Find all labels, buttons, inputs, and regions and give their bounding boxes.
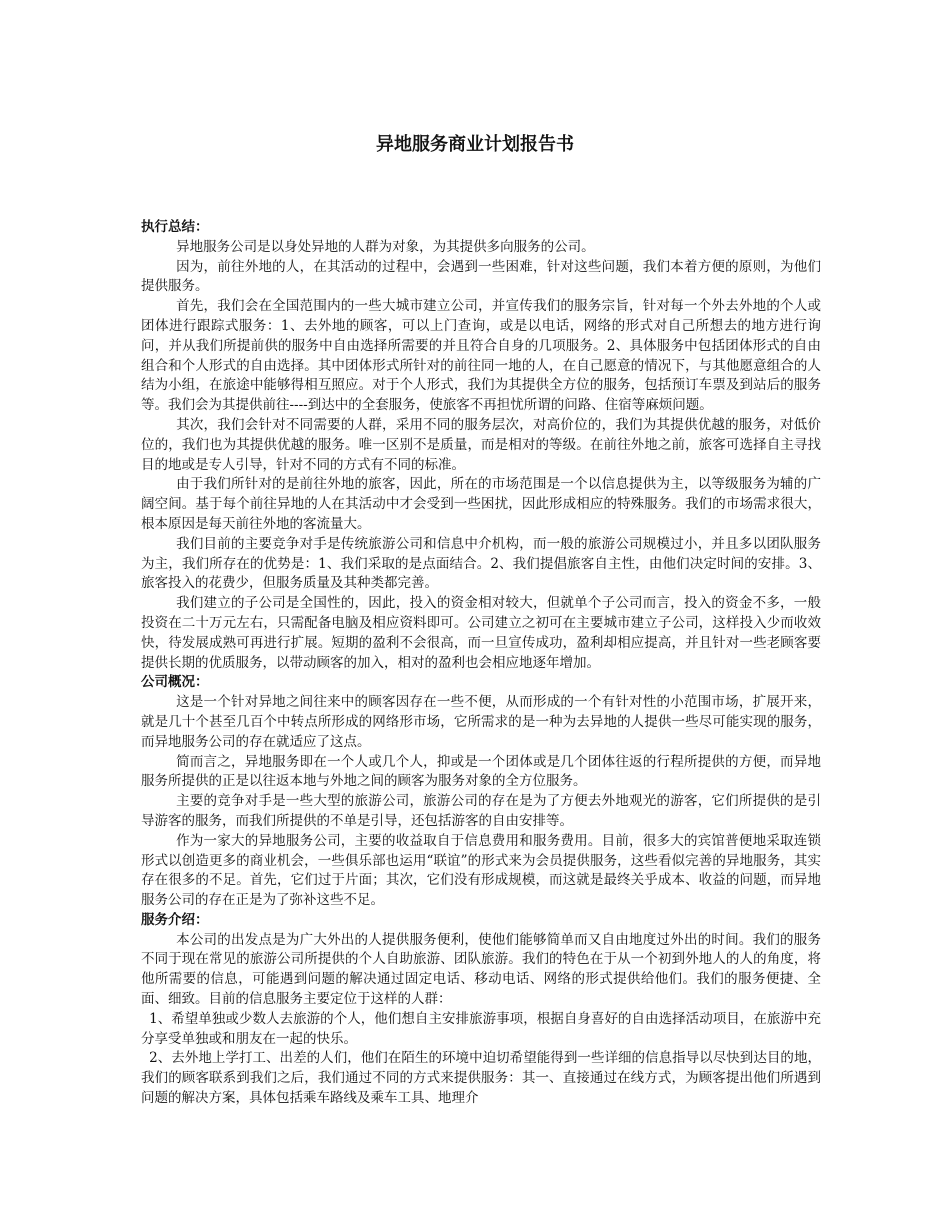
paragraph: 其次，我们会针对不同需要的人群，采用不同的服务层次，对高价位的，我们为其提供优越的服务，对低价位的，我们也为其提供优越的服务。唯一区别不是质量，而是相对的等级。在前往外地之前，旅客可选择自主寻找目的地或是专人引导，针对不同的方式有不同的标准。	[141, 416, 821, 473]
section-heading: 执行总结：	[141, 219, 209, 235]
paragraph: 这是一个针对异地之间往来中的顾客因存在一些不便，从而形成的一个有针对性的小范围市场，扩展开来，就是几十个甚至几百个中转点所形成的网络形市场，它所需求的是一种为去异地的人提供一些尽可能实现的服务，而异地服务公司的存在就适应了这点。	[141, 694, 821, 750]
paragraph: 由于我们所针对的是前往外地的旅客，因此，所在的市场范围是一个以信息提供为主，以等级服务为辅的广阔空间。基于每个前往异地的人在其活动中才会受到一些困扰，因此形成相应的特殊服务。我们的市场需求很大，根本原因是每天前往外地的客流量大。	[141, 476, 821, 532]
list-item: 2、去外地上学打工、出差的人们，他们在陌生的环境中迫切希望能得到一些详细的信息指导以尽快到达目的地，我们的顾客联系到我们之后，我们通过不同的方式来提供服务：其一、直接通过在线方式，为顾客提出他们所遇到问题的解决方案，具体包括乘车路线及乘车工具、地理介	[141, 1050, 821, 1107]
document-body	[141, 218, 821, 1109]
paragraph: 异地服务公司是以身处异地的人群为对象，为其提供多向服务的公司。	[176, 238, 595, 255]
section-executive-summary	[141, 218, 821, 673]
paragraph: 我们目前的主要竞争对手是传统旅游公司和信息中介机构，而一般的旅游公司规模过小，并且多以团队服务为主，我们所存在的优势是：1、我们采取的是点面结合。2、我们提倡旅客自主性，由他们决定时间的安排。3、旅客投入的花费少，但服务质量及其种类都完善。	[141, 535, 821, 592]
section-heading: 公司概况：	[141, 674, 209, 691]
document-title: 异地服务商业计划报告书	[376, 134, 574, 155]
paragraph: 首先，我们会在全国范围内的一些大城市建立公司，并宣传我们的服务宗旨，针对每一个外去外地的个人或团体进行跟踪式服务：1、去外地的顾客，可以上门查询，或是以电话，网络的形式对自己所想去的地方进行询问，并从我们所提前供的服务中自由选择所需要的并且符合自身的几项服务。2、具体服务中包括团体形式的自由组合和个人形式的自由选择。其中团体形式所针对的前往同一地的人，在自己愿意的情况下，与其他愿意组合的人结为小组，在旅途中能够得相互照应。对于个人形式，我们为其提供全方位的服务，包括预订车票及到站后的服务等。我们会为其提供前往----到达中的全套服务，使旅客不再担忧所谓的问路、住宿等麻烦问题。	[141, 298, 821, 414]
section-service-introduction	[141, 911, 821, 1109]
paragraph: 作为一家大的异地服务公司，主要的收益取自于信息费用和服务费用。目前，很多大的宾馆普便地采取连锁形式以创造更多的商业机会，一些俱乐部也运用“联谊”的形式来为会员提供服务，这些看似完善的异地服务，其实存在很多的不足。首先，它们过于片面；其次，它们没有形成规模，而这就是最终关乎成本、收益的问题，而异地服务公司的存在正是为了弥补这些不足。	[141, 832, 821, 909]
paragraph: 因为，前往外地的人，在其活动的过程中，会遇到一些困难，针对这些问题，我们本着方便的原则，为他们提供服务。	[141, 258, 821, 295]
list-item: 1、希望单独或少数人去旅游的个人，他们想自主安排旅游事项，根据自身喜好的自由选择活动项目，在旅游中充分享受单独或和朋友在一起的快乐。	[141, 1010, 821, 1047]
paragraph: 我们建立的子公司是全国性的，因此，投入的资金相对较大，但就单个子公司而言，投入的资金不多，一般投资在二十万元左右，只需配备电脑及相应资料即可。公司建立之初可在主要城市建立子公司，这样投入少而收效快，待发展成熟可再进行扩展。短期的盈利不会很高，而一旦宣传成功，盈利却相应提高，并且针对一些老顾客要提供长期的优质服务，以带动顾客的加入，相对的盈利也会相应地逐年增加。	[141, 595, 821, 671]
paragraph: 简而言之，异地服务即在一个人或几个人，抑或是一个团体或是几个团体往返的行程所提供的方便，而异地服务所提供的正是以往返本地与外地之间的顾客为服务对象的全方位服务。	[141, 753, 821, 790]
paragraph: 本公司的出发点是为广大外出的人提供服务便利，使他们能够简单而又自由地度过外出的时间。我们的服务不同于现在常见的旅游公司所提供的个人自助旅游、团队旅游。我们的特色在于从一个初到外地人的人的角度，将他所需要的信息，可能遇到问题的解决通过固定电话、移动电话、网络的形式提供给他们。我们的服务便捷、全面、细致。目前的信息服务主要定位于这样的人群：	[141, 931, 821, 1008]
section-company-overview	[141, 673, 821, 911]
paragraph: 主要的竞争对手是一些大型的旅游公司，旅游公司的存在是为了方便去外地观光的游客，它们所提供的是引导游客的服务，而我们所提供的不单是引导，还包括游客的自由安排等。	[141, 793, 821, 829]
section-heading: 服务介绍：	[141, 911, 209, 928]
